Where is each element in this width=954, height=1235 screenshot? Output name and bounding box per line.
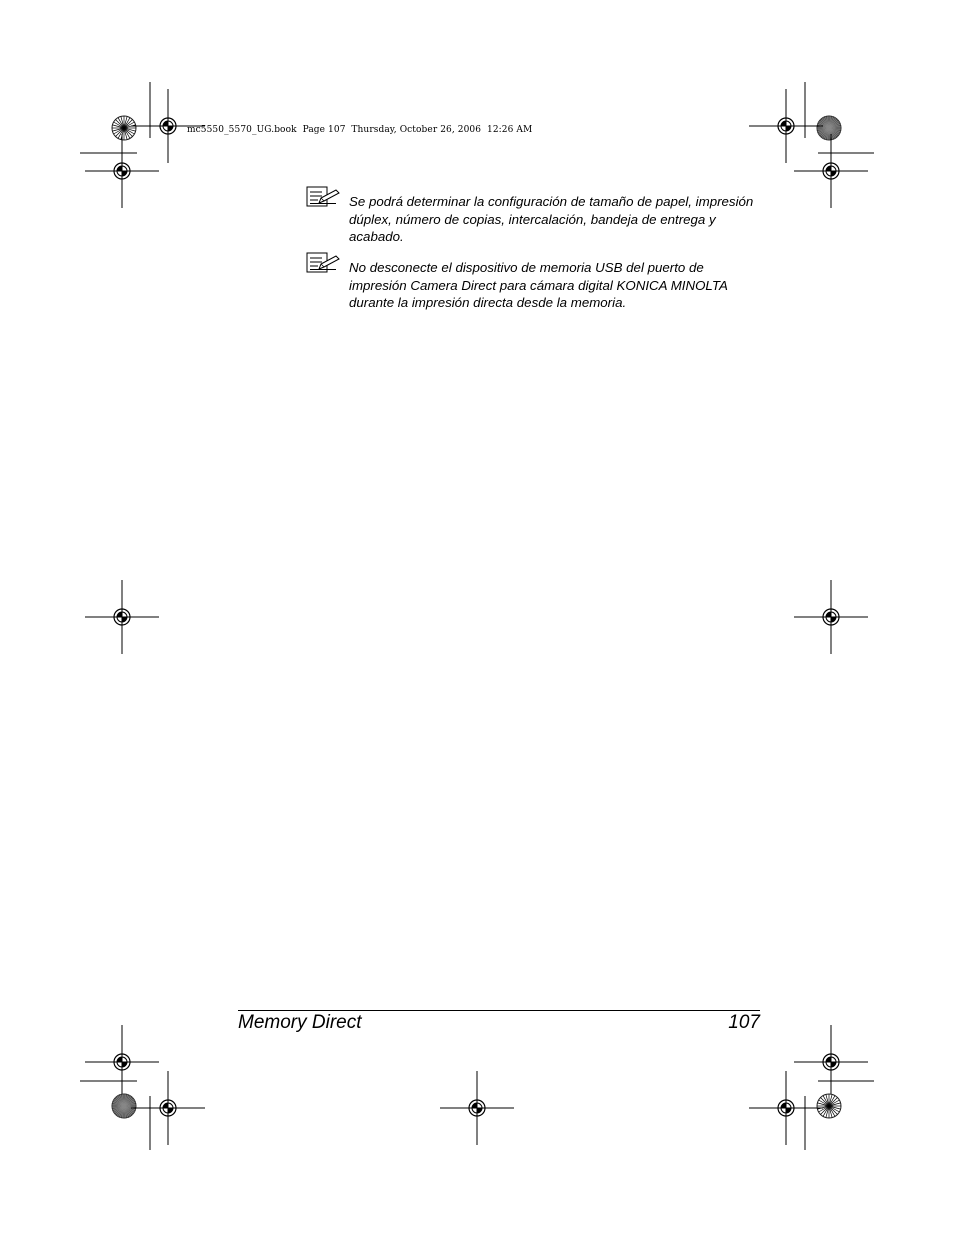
- registration-mark: [794, 580, 868, 654]
- color-bar-starburst-icon: [817, 1094, 841, 1118]
- color-bar-dark-icon: [817, 116, 841, 140]
- print-slug: mc5550_5570_UG.book Page 107 Thursday, October 26, 2006 12:26 AM: [187, 125, 533, 135]
- registration-mark: [85, 134, 159, 208]
- note-text: No desconecte el dispositivo de memoria USB del puerto de impresión Camera Direct para cámara digital KONICA MINOLTA durante la impresión directa desde la memoria.: [349, 260, 728, 311]
- registration-mark: [794, 1025, 868, 1099]
- color-bar-starburst-icon: [112, 116, 136, 140]
- registration-mark: [131, 1071, 205, 1145]
- color-bar-dark-icon: [112, 1094, 136, 1118]
- registration-mark: [85, 1025, 159, 1099]
- note-pencil-icon: [306, 186, 340, 208]
- footer-section-title: Memory Direct: [238, 1012, 362, 1033]
- registration-mark: [749, 1071, 823, 1145]
- note-pencil-icon: [306, 252, 340, 274]
- registration-mark: [794, 134, 868, 208]
- note-text: Se podrá determinar la configuración de tamaño de papel, impresión dúplex, número de copias, intercalación, bandeja de entrega y acabado.: [349, 194, 754, 245]
- registration-mark: [440, 1071, 514, 1145]
- footer-rule: [238, 1010, 760, 1011]
- registration-mark: [749, 89, 823, 163]
- registration-mark: [85, 580, 159, 654]
- footer-page-number: 107: [728, 1012, 760, 1033]
